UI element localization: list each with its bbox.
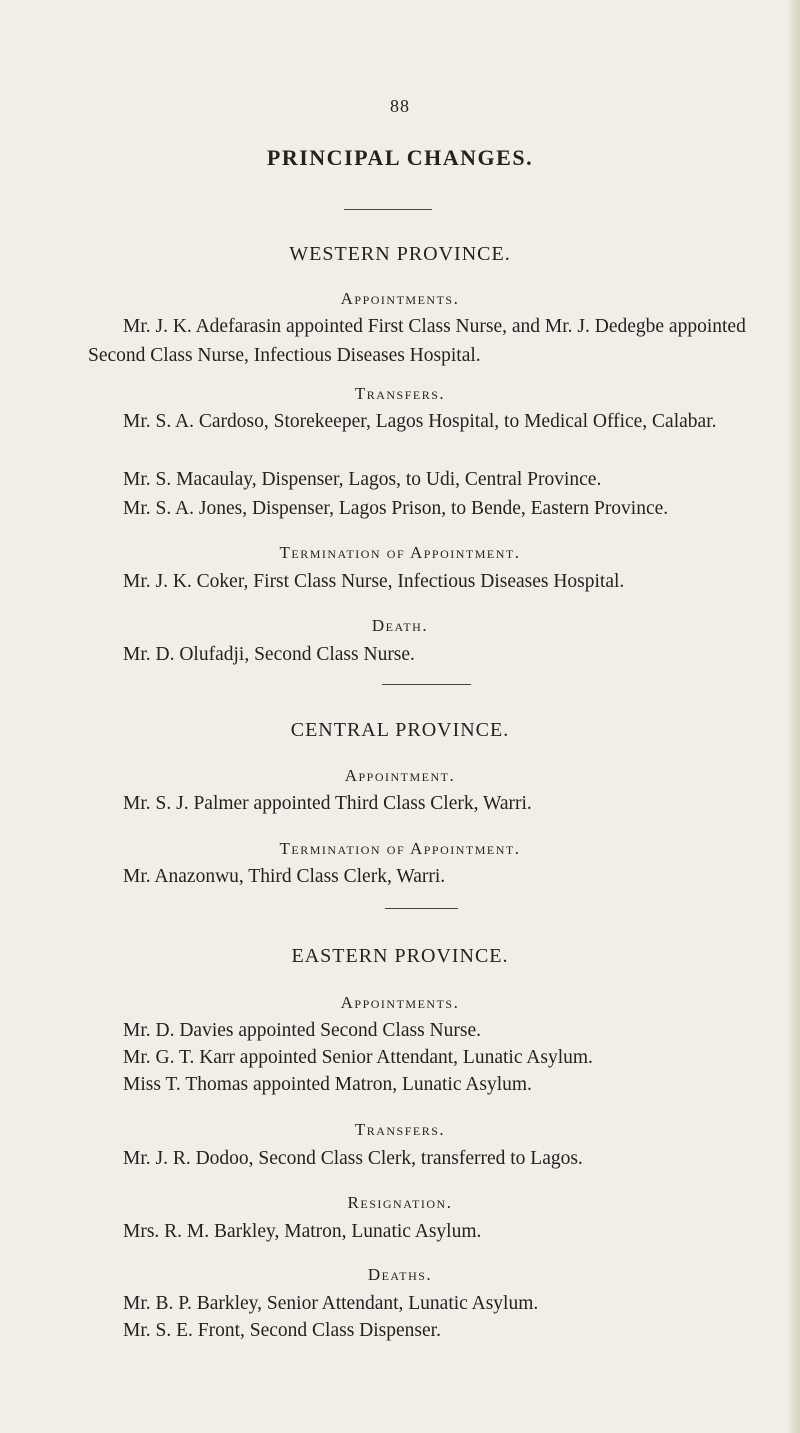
section-heading-eastern-deaths: Deaths. <box>367 1265 433 1284</box>
section-heading-central-appointment: Appointment. <box>344 766 456 785</box>
section-divider <box>344 209 432 210</box>
province-heading-western: WESTERN PROVINCE. <box>289 243 511 265</box>
entry-eastern-appointment-3: Miss T. Thomas appointed Matron, Lunatic Asylum. <box>123 1074 532 1095</box>
section-heading-central-termination: Termination of Appointment. <box>279 839 521 858</box>
entry-text: Mr. J. K. Adefarasin appointed First Class Nurse, and Mr. J. Dedegbe appointed Second Class Nurse, Infectious Diseases Hospital. <box>88 316 746 366</box>
section-heading-western-death: Death. <box>371 616 429 635</box>
entry-western-appointment <box>88 312 751 370</box>
entry-eastern-appointment-2: Mr. G. T. Karr appointed Senior Attendant, Lunatic Asylum. <box>123 1047 593 1068</box>
section-heading-western-transfers: Transfers. <box>354 384 446 403</box>
entry-western-transfer-2: Mr. S. Macaulay, Dispenser, Lagos, to Udi, Central Province. <box>123 469 602 490</box>
page-edge-shadow <box>786 0 800 1433</box>
section-heading-eastern-transfers: Transfers. <box>354 1120 446 1139</box>
entry-eastern-death-1: Mr. B. P. Barkley, Senior Attendant, Lunatic Asylum. <box>123 1293 539 1314</box>
page-title: PRINCIPAL CHANGES. <box>266 145 534 170</box>
section-heading-western-appointments: Appointments. <box>340 289 460 308</box>
section-divider <box>385 908 458 909</box>
entry-western-termination: Mr. J. K. Coker, First Class Nurse, Infectious Diseases Hospital. <box>123 571 625 592</box>
page-number: 88 <box>390 96 410 116</box>
entry-eastern-resignation: Mrs. R. M. Barkley, Matron, Lunatic Asylum. <box>123 1221 482 1242</box>
section-heading-eastern-appointments: Appointments. <box>340 993 460 1012</box>
province-heading-central: CENTRAL PROVINCE. <box>290 719 510 741</box>
entry-eastern-death-2: Mr. S. E. Front, Second Class Dispenser. <box>123 1320 441 1341</box>
entry-western-death: Mr. D. Olufadji, Second Class Nurse. <box>123 644 415 665</box>
section-heading-eastern-resignation: Resignation. <box>347 1193 453 1212</box>
section-divider <box>382 684 471 685</box>
entry-text: Mr. S. A. Cardoso, Storekeeper, Lagos Hospital, to Medical Office, Calabar. <box>123 411 717 432</box>
section-heading-western-termination: Termination of Appointment. <box>279 543 521 562</box>
entry-central-appointment: Mr. S. J. Palmer appointed Third Class Clerk, Warri. <box>123 793 532 814</box>
entry-central-termination: Mr. Anazonwu, Third Class Clerk, Warri. <box>123 866 446 887</box>
province-heading-eastern: EASTERN PROVINCE. <box>291 945 509 967</box>
entry-eastern-appointment-1: Mr. D. Davies appointed Second Class Nurse. <box>123 1020 481 1041</box>
entry-eastern-transfer: Mr. J. R. Dodoo, Second Class Clerk, transferred to Lagos. <box>123 1148 583 1169</box>
entry-western-transfer-1 <box>88 407 751 436</box>
entry-western-transfer-3: Mr. S. A. Jones, Dispenser, Lagos Prison, to Bende, Eastern Province. <box>123 498 669 519</box>
